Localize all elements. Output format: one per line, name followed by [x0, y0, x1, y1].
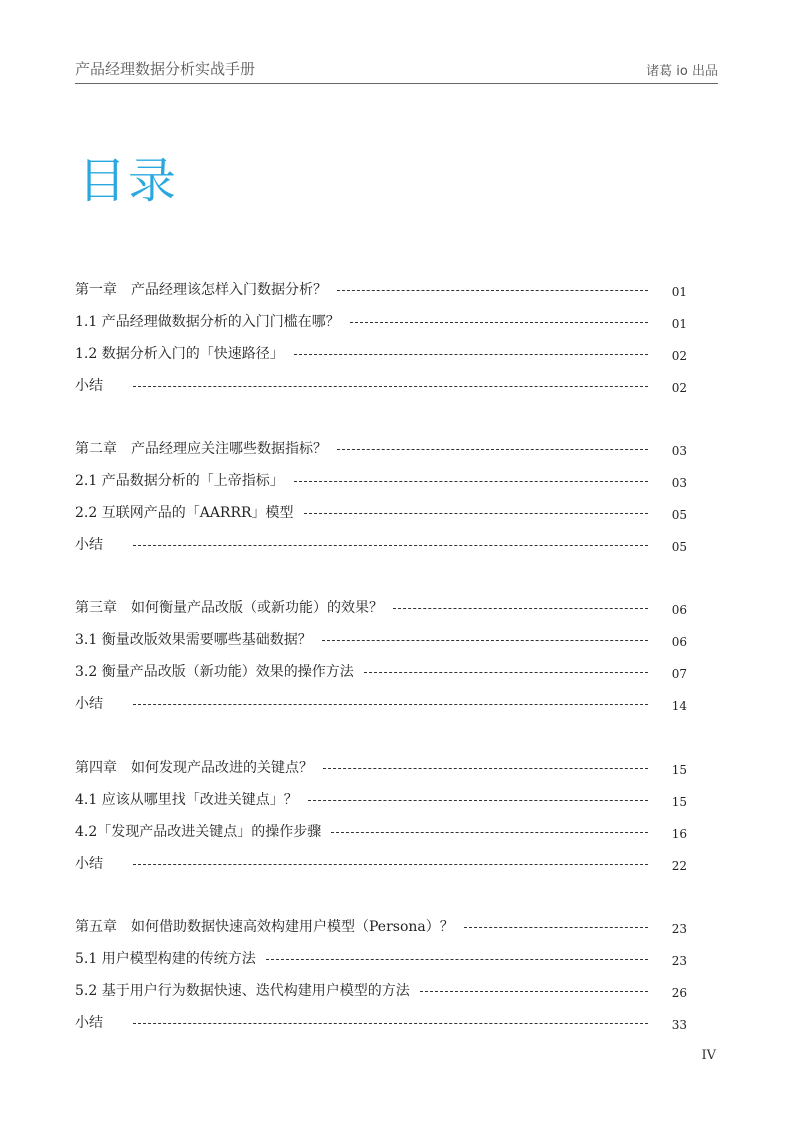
- toc-entry-page: 05: [671, 508, 687, 522]
- toc-entry-section[interactable]: [75, 623, 687, 655]
- toc-leader: [420, 991, 648, 992]
- running-header-brand: 诸葛 io 出品: [646, 64, 718, 79]
- toc-entry-page: 02: [671, 381, 687, 395]
- toc-leader: [337, 290, 648, 291]
- toc-entry-page: 26: [671, 986, 687, 1000]
- toc-chapter-4: [75, 751, 687, 879]
- toc-entry-label: 第一章 产品经理该怎样入门数据分析？: [75, 282, 327, 298]
- toc-entry-section[interactable]: [75, 942, 687, 974]
- toc-entry-label: 小结: [75, 696, 103, 712]
- toc-entry-section[interactable]: [75, 337, 687, 369]
- toc-entry-section[interactable]: [75, 655, 687, 687]
- toc-entry-page: 01: [671, 317, 687, 331]
- toc-entry-summary[interactable]: [75, 1006, 687, 1038]
- toc-entry-summary[interactable]: [75, 369, 687, 401]
- toc-leader: [393, 608, 648, 609]
- toc-entry-label: 1.2 数据分析入门的「快速路径」: [75, 346, 284, 362]
- toc-entry-label: 2.1 产品数据分析的「上帝指标」: [75, 473, 284, 489]
- toc-entry-page: 16: [671, 827, 687, 841]
- toc-entry-label: 第四章 如何发现产品改进的关键点？: [75, 760, 313, 776]
- toc-entry-label: 第三章 如何衡量产品改版（或新功能）的效果？: [75, 600, 383, 616]
- toc-entry-page: 01: [671, 285, 687, 299]
- page-number: IV: [701, 1048, 716, 1063]
- toc-entry-label: 小结: [75, 537, 103, 553]
- toc-entry-page: 23: [671, 922, 687, 936]
- toc-entry-label: 4.1 应该从哪里找「改进关键点」？: [75, 792, 298, 808]
- toc-entry-label: 3.2 衡量产品改版（新功能）效果的操作方法: [75, 664, 354, 680]
- toc-entry-chapter[interactable]: [75, 273, 687, 305]
- toc-entry-page: 05: [671, 540, 687, 554]
- toc-entry-summary[interactable]: [75, 847, 687, 879]
- toc-entry-label: 1.1 产品经理做数据分析的入门门槛在哪？: [75, 314, 340, 330]
- toc-chapter-3: [75, 591, 687, 719]
- toc-entry-label: 小结: [75, 856, 103, 872]
- toc-leader: [323, 768, 648, 769]
- toc-entry-chapter[interactable]: [75, 432, 687, 464]
- toc-leader: [364, 672, 648, 673]
- toc-leader: [322, 640, 648, 641]
- toc-entry-chapter[interactable]: [75, 751, 687, 783]
- toc-entry-chapter[interactable]: [75, 910, 687, 942]
- toc-entry-section[interactable]: [75, 815, 687, 847]
- toc-leader: [331, 832, 648, 833]
- toc-entry-page: 22: [671, 859, 687, 873]
- toc-entry-summary[interactable]: [75, 687, 687, 719]
- toc-entry-page: 23: [671, 954, 687, 968]
- toc-leader: [304, 513, 648, 514]
- toc-leader: [294, 354, 648, 355]
- toc-entry-page: 15: [671, 795, 687, 809]
- toc-entry-label: 4.2「发现产品改进关键点」的操作步骤: [75, 824, 322, 840]
- toc-leader: [294, 481, 648, 482]
- toc-entry-label: 5.1 用户模型构建的传统方法: [75, 951, 256, 967]
- toc-leader: [133, 864, 648, 865]
- toc-entry-label: 小结: [75, 378, 103, 394]
- toc-entry-page: 06: [671, 603, 687, 617]
- toc-leader: [133, 1023, 648, 1024]
- toc-entry-page: 02: [671, 349, 687, 363]
- toc-chapter-2: [75, 432, 687, 560]
- toc-entry-section[interactable]: [75, 305, 687, 337]
- toc-entry-label: 第二章 产品经理应关注哪些数据指标？: [75, 441, 327, 457]
- toc-leader: [133, 386, 648, 387]
- toc-entry-page: 15: [671, 763, 687, 777]
- toc-entry-section[interactable]: [75, 974, 687, 1006]
- toc-entry-label: 第五章 如何借助数据快速高效构建用户模型（Persona）？: [75, 919, 454, 935]
- toc-leader: [133, 704, 648, 705]
- toc-entry-page: 33: [671, 1018, 687, 1032]
- toc-leader: [308, 800, 648, 801]
- toc-entry-label: 2.2 互联网产品的「AARRR」模型: [75, 505, 294, 521]
- toc-entry-chapter[interactable]: [75, 591, 687, 623]
- toc-entry-section[interactable]: [75, 464, 687, 496]
- page-title: 目录: [78, 153, 179, 209]
- toc-leader: [133, 545, 648, 546]
- toc-entry-page: 06: [671, 635, 687, 649]
- toc-leader: [350, 322, 648, 323]
- toc-leader: [464, 927, 648, 928]
- toc-entry-page: 14: [671, 699, 687, 713]
- toc-entry-label: 3.1 衡量改版效果需要哪些基础数据？: [75, 632, 312, 648]
- toc-entry-page: 07: [671, 667, 687, 681]
- toc-leader: [266, 959, 648, 960]
- toc-entry-summary[interactable]: [75, 528, 687, 560]
- toc-entry-section[interactable]: [75, 496, 687, 528]
- header-divider: [75, 83, 718, 84]
- toc-leader: [337, 449, 648, 450]
- toc-entry-label: 5.2 基于用户行为数据快速、迭代构建用户模型的方法: [75, 983, 410, 999]
- toc-chapter-1: [75, 273, 687, 401]
- toc-entry-section[interactable]: [75, 783, 687, 815]
- toc-entry-label: 小结: [75, 1015, 103, 1031]
- toc-entry-page: 03: [671, 444, 687, 458]
- running-header-title: 产品经理数据分析实战手册: [75, 60, 256, 78]
- toc-entry-page: 03: [671, 476, 687, 490]
- toc-chapter-5: [75, 910, 687, 1038]
